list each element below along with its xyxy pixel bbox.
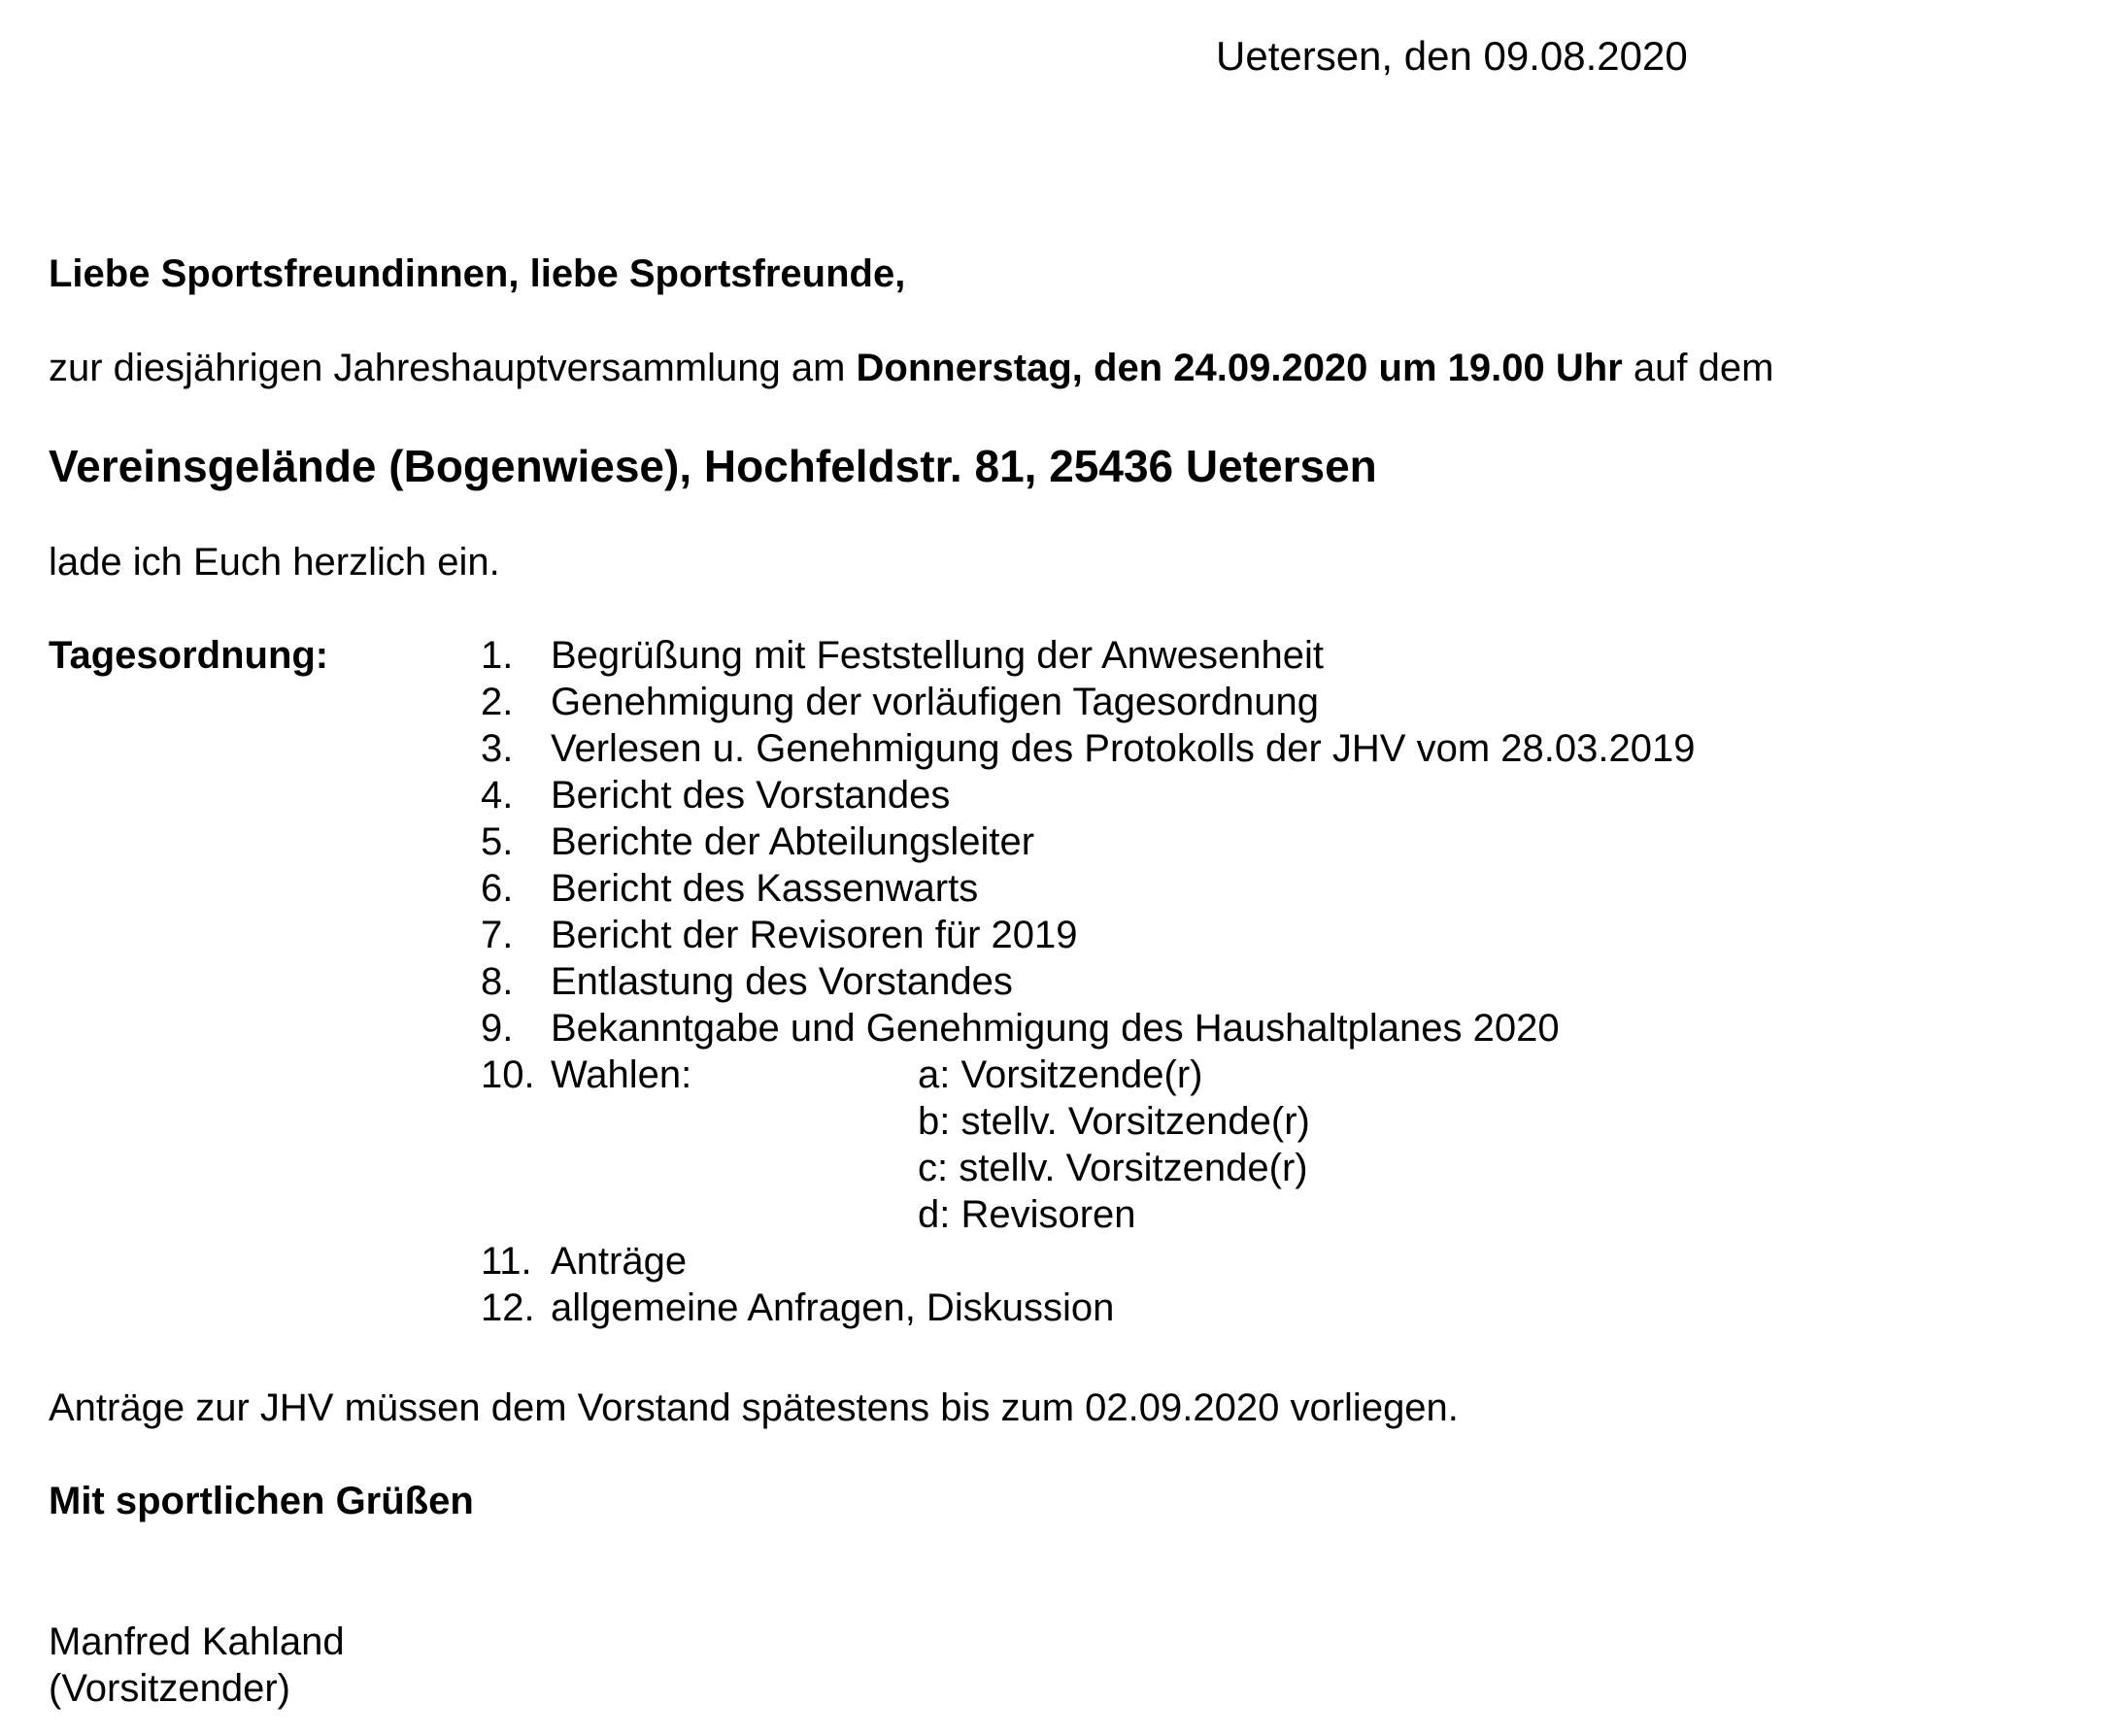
- agenda-text: Bericht der Revisoren für 2019: [551, 914, 1078, 956]
- agenda-text: Bericht des Vorstandes: [551, 774, 951, 817]
- agenda-text: allgemeine Anfragen, Diskussion: [551, 1286, 1115, 1329]
- agenda-number: 3.: [481, 727, 514, 770]
- salutation: Liebe Sportsfreundinnen, liebe Sportsfreunde,: [49, 252, 906, 295]
- election-item-b: b: stellv. Vorsitzende(r): [918, 1100, 1310, 1143]
- signer-role: (Vorsitzender): [49, 1667, 290, 1710]
- agenda-number: 10.: [481, 1053, 535, 1096]
- invite-line: [49, 345, 1773, 391]
- agenda-text: Bericht des Kassenwarts: [551, 867, 979, 910]
- invite-end: lade ich Euch herzlich ein.: [49, 541, 500, 584]
- agenda-number: 9.: [481, 1007, 514, 1050]
- signer-name: Manfred Kahland: [49, 1620, 345, 1663]
- agenda-text: Wahlen:: [551, 1053, 692, 1096]
- agenda-label: Tagesordnung:: [49, 634, 329, 677]
- venue-address: Vereinsgelände (Bogenwiese), Hochfeldstr. 81, 25436 Uetersen: [49, 441, 1377, 491]
- agenda-number: 7.: [481, 914, 514, 956]
- election-item-d: d: Revisoren: [918, 1193, 1136, 1236]
- agenda-number: 4.: [481, 774, 514, 817]
- agenda-number: 5.: [481, 820, 514, 863]
- agenda-number: 6.: [481, 867, 514, 910]
- agenda-text: Berichte der Abteilungsleiter: [551, 820, 1035, 863]
- invite-suffix: auf dem: [1622, 347, 1774, 389]
- agenda-text: Bekanntgabe und Genehmigung des Haushaltplanes 2020: [551, 1007, 1560, 1050]
- agenda-text: Anträge: [551, 1240, 688, 1283]
- agenda-text: Verlesen u. Genehmigung des Protokolls der JHV vom 28.03.2019: [551, 727, 1696, 770]
- agenda-number: 2.: [481, 681, 514, 723]
- agenda-number: 11.: [481, 1240, 532, 1283]
- agenda-text: Begrüßung mit Feststellung der Anwesenheit: [551, 634, 1324, 677]
- agenda-text: Entlastung des Vorstandes: [551, 960, 1013, 1003]
- election-item-c: c: stellv. Vorsitzende(r): [918, 1147, 1308, 1189]
- agenda-number: 1.: [481, 634, 514, 677]
- closing: Mit sportlichen Grüßen: [49, 1480, 474, 1522]
- agenda-number: 12.: [481, 1286, 535, 1329]
- invite-prefix: zur diesjährigen Jahreshauptversammlung am: [49, 347, 857, 389]
- election-item-a: a: Vorsitzende(r): [918, 1053, 1203, 1096]
- place-date: Uetersen, den 09.08.2020: [1216, 33, 1688, 79]
- agenda-number: 8.: [481, 960, 514, 1003]
- deadline-notice: Anträge zur JHV müssen dem Vorstand spätestens bis zum 02.09.2020 vorliegen.: [49, 1386, 1459, 1429]
- agenda-text: Genehmigung der vorläufigen Tagesordnung: [551, 681, 1319, 723]
- meeting-date-time: Donnerstag, den 24.09.2020 um 19.00 Uhr: [856, 347, 1623, 389]
